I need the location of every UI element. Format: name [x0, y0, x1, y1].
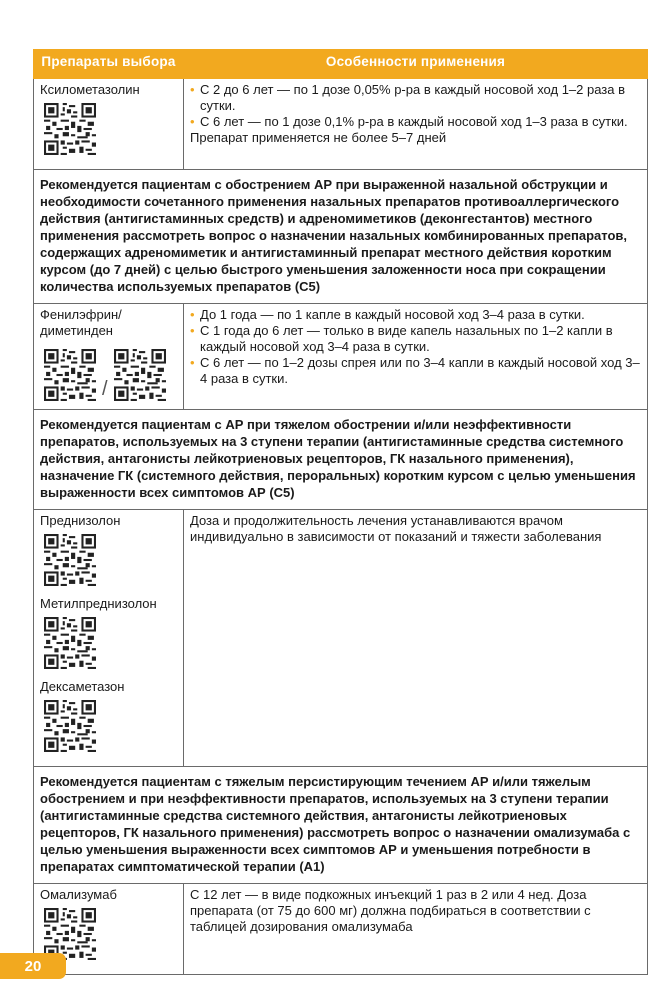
- dose-item: • С 2 до 6 лет — по 1 дозе 0,05% р-ра в каждый носовой ход 1–2 раза в сутки.: [190, 82, 641, 114]
- recommendation-text: Рекомендуется пациентам с обострением АР при выраженной назальной обструкции и необходимости сочетанного применения назальных препаратов противоаллергического действия (антигистаминных средств) и адреномиметиков (деконгестантов) местного применения рассмотреть вопрос о назначении назальных комбинированных препаратов, содержащих адреномиметик и антигистаминный препарат местного действия коротким курсом (до 7 дней) с целью быстрого уменьшения заложенности носа при сокращении количества используемых препаратов (С5): [34, 170, 648, 304]
- table-row-xylometazoline: [34, 79, 648, 170]
- qr-code-icon[interactable]: [44, 534, 96, 586]
- recommendation-row: [34, 767, 648, 884]
- drug-name: Преднизолон: [40, 513, 121, 528]
- drug-table: [33, 49, 648, 975]
- dose-item: • С 6 лет — по 1 дозе 0,1% р-ра в каждый носовой ход 1–3 раза в сутки.: [190, 114, 641, 130]
- drug-name: Ксилометазолин: [40, 82, 140, 97]
- table-row-omalizumab: [34, 884, 648, 975]
- usage-cell: Доза и продолжительность лечения устанавливаются врачом индивидуально в зависимости от показаний и тяжести заболевания: [184, 510, 648, 767]
- recommendation-row: [34, 170, 648, 304]
- usage-cell: С 12 лет — в виде подкожных инъекций 1 раз в 2 или 4 нед. Доза препарата (от 75 до 600 мг) должна подбираться в соответствии с таблицей дозирования омализумаба: [184, 884, 648, 975]
- dose-item: • С 1 года до 6 лет — только в виде капель назальных по 1–2 капли в каждый носовой ход 3–4 раза в сутки.: [190, 323, 641, 355]
- drug-name: Фенилэфрин/диметинден: [40, 307, 122, 338]
- qr-code-icon[interactable]: [114, 349, 166, 401]
- recommendation-row: [34, 410, 648, 510]
- recommendation-text: Рекомендуется пациентам с тяжелым персистирующим течением АР и/или тяжелым обострением и при неэффективности препаратов, используемых на 3 ступени терапии (антигистаминные средства системного действия, антагонисты лейкотриеновых рецепторов, ГК назального применения) рассмотреть вопрос о назначении омализумаба с целью уменьшения выраженности всех симптомов АР и уменьшения потребности в препаратах симптоматической терапии (А1): [34, 767, 648, 884]
- table-row-phenylephrine-dimetindene: [34, 304, 648, 410]
- dose-list: [190, 82, 641, 130]
- drug-cell: [34, 510, 184, 767]
- qr-code-pair: [44, 349, 177, 401]
- header-drugs-of-choice: Препараты выбора: [34, 50, 184, 79]
- usage-cell: [184, 79, 648, 170]
- recommendation-text: Рекомендуется пациентам с АР при тяжелом обострении и/или неэффективности препаратов, используемых на 3 ступени терапии (антигистаминные средства системного действия, антагонисты лейкотриеновых рецепторов, ГК назального применения), назначение ГК (системного действия, пероральных) коротким курсом с целью уменьшения выраженности всех симптомов АР (С5): [34, 410, 648, 510]
- qr-code-icon[interactable]: [44, 617, 96, 669]
- drug-cell: [34, 304, 184, 410]
- qr-code-icon[interactable]: [44, 700, 96, 752]
- drug-name: Дексаметазон: [40, 679, 125, 694]
- dose-item: • До 1 года — по 1 капле в каждый носовой ход 3–4 раза в сутки.: [190, 307, 641, 323]
- qr-code-icon[interactable]: [44, 103, 96, 155]
- usage-note: Препарат применяется не более 5–7 дней: [190, 130, 447, 145]
- usage-cell: [184, 304, 648, 410]
- dose-item: • С 6 лет — по 1–2 дозы спрея или по 3–4 капли в каждый носовой ход 3–4 раза в сутки.: [190, 355, 641, 387]
- table-header-row: [34, 50, 648, 79]
- table-row-corticosteroids: [34, 510, 648, 767]
- qr-code-icon[interactable]: [44, 349, 96, 401]
- dose-list: [190, 307, 641, 387]
- page-number: 20: [0, 953, 66, 979]
- drug-name: Метилпреднизолон: [40, 596, 157, 611]
- drug-name: Омализумаб: [40, 887, 117, 902]
- drug-cell: [34, 79, 184, 170]
- qr-separator: /: [102, 378, 108, 400]
- header-usage-features: Особенности применения: [184, 50, 648, 79]
